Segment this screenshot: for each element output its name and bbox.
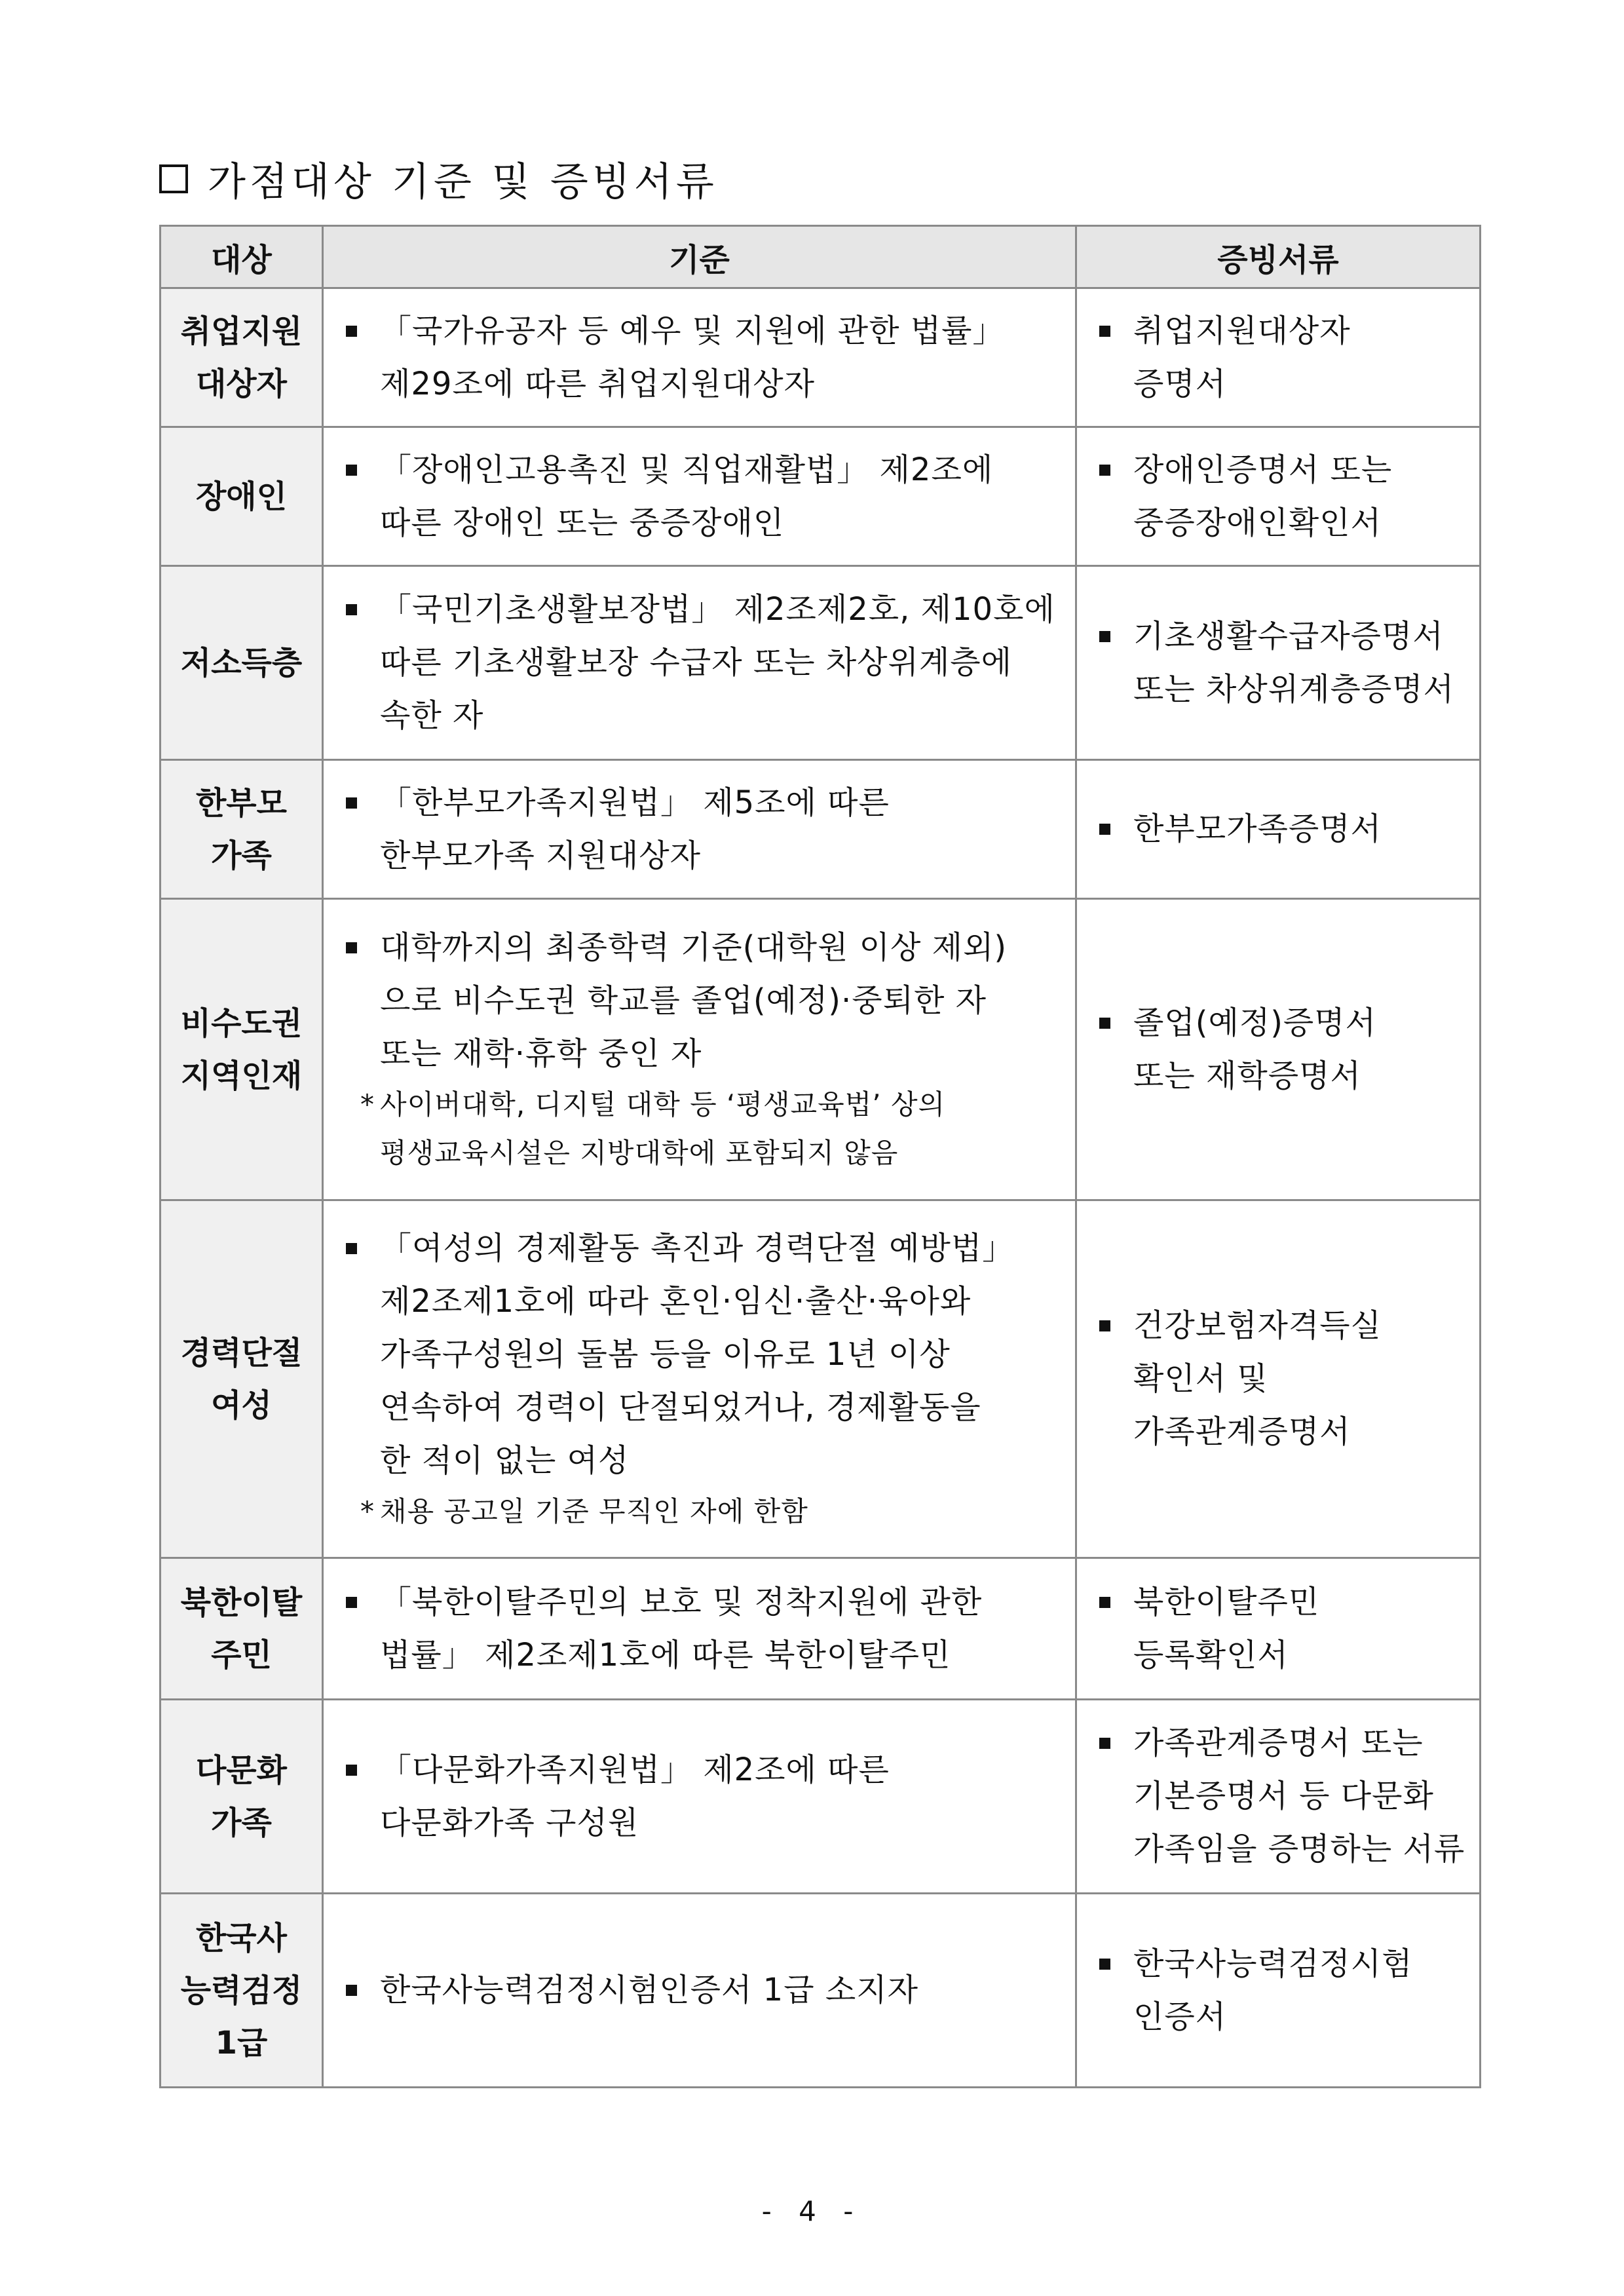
docs-line: 기초생활수급자증명서 xyxy=(1133,617,1444,655)
criteria-line: 제2조제1호에 따라 혼인·임신·출산·육아와 xyxy=(380,1283,972,1320)
docs-line: 한부모가족증명서 xyxy=(1133,811,1382,847)
docs-bullet xyxy=(1090,1299,1474,1459)
criteria-line: 가족구성원의 돌봄 등을 이유로 1년 이상 xyxy=(380,1336,951,1373)
criteria-line: 한부모가족 지원대상자 xyxy=(380,837,701,874)
docs-line: 또는 재학증명서 xyxy=(1133,1057,1361,1094)
row-criteria xyxy=(323,566,1076,760)
subject-line: 한국사 xyxy=(195,1919,288,1957)
table-row xyxy=(161,427,1481,566)
subject-line: 1급 xyxy=(215,2024,268,2061)
docs-line: 북한이탈주민 xyxy=(1133,1583,1320,1620)
row-subject xyxy=(161,1894,323,2088)
criteria-line: 한 적이 없는 여성 xyxy=(380,1442,630,1479)
criteria-line: 따른 기초생활보장 수급자 또는 차상위계층에 xyxy=(380,644,1013,681)
subject-line: 장애인 xyxy=(195,478,288,515)
row-criteria xyxy=(323,899,1076,1200)
row-criteria xyxy=(323,427,1076,566)
row-docs xyxy=(1076,566,1481,760)
subject-line: 여성 xyxy=(211,1387,272,1424)
criteria-note xyxy=(337,1081,1070,1177)
criteria-line: 「국가유공자 등 예우 및 지원에 관한 법률」 xyxy=(380,312,1005,349)
row-criteria xyxy=(323,288,1076,427)
criteria-line: 으로 비수도권 학교를 졸업(예정)·중퇴한 자 xyxy=(380,982,987,1019)
subject-line: 능력검정 xyxy=(180,1972,303,2009)
docs-bullet xyxy=(1090,444,1474,550)
row-subject xyxy=(161,288,323,427)
docs-bullet xyxy=(1090,803,1474,856)
row-subject xyxy=(161,1700,323,1894)
row-docs xyxy=(1076,427,1481,566)
criteria-bullet xyxy=(337,444,1070,550)
docs-bullet xyxy=(1090,1938,1474,2044)
header-subject: 대상 xyxy=(161,226,323,288)
subject-line: 지역인재 xyxy=(180,1057,303,1094)
row-docs xyxy=(1076,760,1481,899)
table-row xyxy=(161,288,1481,427)
criteria-line: 제29조에 따른 취업지원대상자 xyxy=(380,365,816,402)
row-docs xyxy=(1076,1894,1481,2088)
criteria-line: 따른 장애인 또는 중증장애인 xyxy=(380,504,785,541)
docs-line: 취업지원대상자 xyxy=(1133,312,1351,349)
criteria-line: 다문화가족 구성원 xyxy=(380,1804,639,1841)
subject-line: 저소득층 xyxy=(180,644,303,681)
table-row xyxy=(161,760,1481,899)
row-subject xyxy=(161,427,323,566)
docs-bullet xyxy=(1090,1576,1474,1682)
note-line: 채용 공고일 기준 무직인 자에 한함 xyxy=(380,1495,808,1527)
note-marker: * xyxy=(360,1495,375,1527)
docs-line: 가족임을 증명하는 서류 xyxy=(1133,1831,1465,1867)
docs-line: 또는 차상위계층증명서 xyxy=(1133,670,1454,708)
criteria-line: 「다문화가족지원법」 제2조에 따른 xyxy=(380,1751,890,1788)
header-docs: 증빙서류 xyxy=(1076,226,1481,288)
criteria-line: 대학까지의 최종학력 기준(대학원 이상 제외) xyxy=(380,929,1008,966)
note-marker: * xyxy=(360,1088,375,1120)
docs-line: 건강보험자격득실 xyxy=(1133,1307,1382,1344)
page-number: - 4 - xyxy=(761,2195,863,2227)
docs-line: 증명서 xyxy=(1133,365,1227,402)
table-row xyxy=(161,1700,1481,1894)
subject-line: 가족 xyxy=(211,1804,272,1841)
header-criteria: 기준 xyxy=(323,226,1076,288)
docs-line: 중증장애인확인서 xyxy=(1133,504,1382,541)
docs-line: 가족관계증명서 또는 xyxy=(1133,1725,1424,1761)
row-docs xyxy=(1076,288,1481,427)
criteria-line: 연속하여 경력이 단절되었거나, 경제활동을 xyxy=(380,1389,981,1426)
docs-line: 한국사능력검정시험 xyxy=(1133,1945,1413,1982)
row-docs xyxy=(1076,1558,1481,1700)
eligibility-table xyxy=(159,225,1481,2088)
subject-line: 주민 xyxy=(211,1636,272,1674)
criteria-line: 한국사능력검정시험인증서 1급 소지자 xyxy=(380,1972,918,2008)
docs-bullet xyxy=(1090,997,1474,1103)
table-row xyxy=(161,1894,1481,2088)
subject-line: 가족 xyxy=(211,837,272,874)
row-criteria xyxy=(323,1558,1076,1700)
table-row xyxy=(161,566,1481,760)
row-subject xyxy=(161,760,323,899)
note-line: 평생교육시설은 지방대학에 포함되지 않음 xyxy=(380,1137,899,1169)
row-criteria xyxy=(323,1700,1076,1894)
docs-line: 졸업(예정)증명서 xyxy=(1133,1004,1377,1041)
criteria-bullet xyxy=(337,1744,1070,1850)
docs-line: 확인서 및 xyxy=(1133,1360,1268,1397)
row-subject xyxy=(161,1558,323,1700)
table-row xyxy=(161,899,1481,1200)
page-title-text: 가점대상 기준 및 증빙서류 xyxy=(208,159,718,205)
page-title xyxy=(159,151,718,207)
docs-bullet xyxy=(1090,610,1474,716)
subject-line: 대상자 xyxy=(195,365,288,402)
table-row xyxy=(161,1558,1481,1700)
row-subject xyxy=(161,1200,323,1558)
row-criteria xyxy=(323,1200,1076,1558)
criteria-bullet xyxy=(337,1222,1070,1487)
row-subject xyxy=(161,566,323,760)
subject-line: 경력단절 xyxy=(180,1334,303,1371)
criteria-bullet xyxy=(337,305,1070,411)
criteria-line: 법률」 제2조제1호에 따른 북한이탈주민 xyxy=(380,1636,951,1674)
docs-line: 장애인증명서 또는 xyxy=(1133,451,1393,488)
row-criteria xyxy=(323,760,1076,899)
table-row xyxy=(161,1200,1481,1558)
table-header-row xyxy=(161,226,1481,288)
row-docs xyxy=(1076,1200,1481,1558)
subject-line: 북한이탈 xyxy=(180,1584,303,1621)
subject-line: 한부모 xyxy=(195,784,288,822)
subject-line: 취업지원 xyxy=(180,313,303,350)
criteria-line: 「한부모가족지원법」 제5조에 따른 xyxy=(380,784,890,821)
criteria-bullet xyxy=(337,583,1070,742)
criteria-bullet xyxy=(337,776,1070,883)
row-subject xyxy=(161,899,323,1200)
docs-line: 기본증명서 등 다문화 xyxy=(1133,1778,1434,1814)
criteria-line: 「국민기초생활보장법」 제2조제2호, 제10호에 xyxy=(380,591,1055,628)
docs-bullet xyxy=(1090,1717,1474,1876)
row-docs xyxy=(1076,1700,1481,1894)
criteria-line: 「북한이탈주민의 보호 및 정착지원에 관한 xyxy=(380,1583,983,1620)
note-line: 사이버대학, 디지털 대학 등 ‘평생교육법’ 상의 xyxy=(380,1088,946,1120)
docs-line: 가족관계증명서 xyxy=(1133,1413,1351,1450)
criteria-line: 속한 자 xyxy=(380,697,484,734)
criteria-line: 「장애인고용촉진 및 직업재활법」 제2조에 xyxy=(380,451,994,488)
criteria-line: 또는 재학·휴학 중인 자 xyxy=(380,1035,702,1072)
criteria-note xyxy=(337,1487,1070,1536)
docs-line: 등록확인서 xyxy=(1133,1636,1289,1674)
criteria-bullet xyxy=(337,921,1070,1081)
criteria-bullet xyxy=(337,1964,1070,2017)
subject-line: 다문화 xyxy=(195,1751,288,1789)
row-criteria xyxy=(323,1894,1076,2088)
subject-line: 비수도권 xyxy=(180,1004,303,1042)
criteria-bullet xyxy=(337,1576,1070,1682)
docs-line: 인증서 xyxy=(1133,1998,1227,2035)
criteria-line: 「여성의 경제활동 촉진과 경력단절 예방법」 xyxy=(380,1230,1015,1267)
docs-bullet xyxy=(1090,305,1474,411)
checkbox-square-icon xyxy=(159,164,188,193)
row-docs xyxy=(1076,899,1481,1200)
